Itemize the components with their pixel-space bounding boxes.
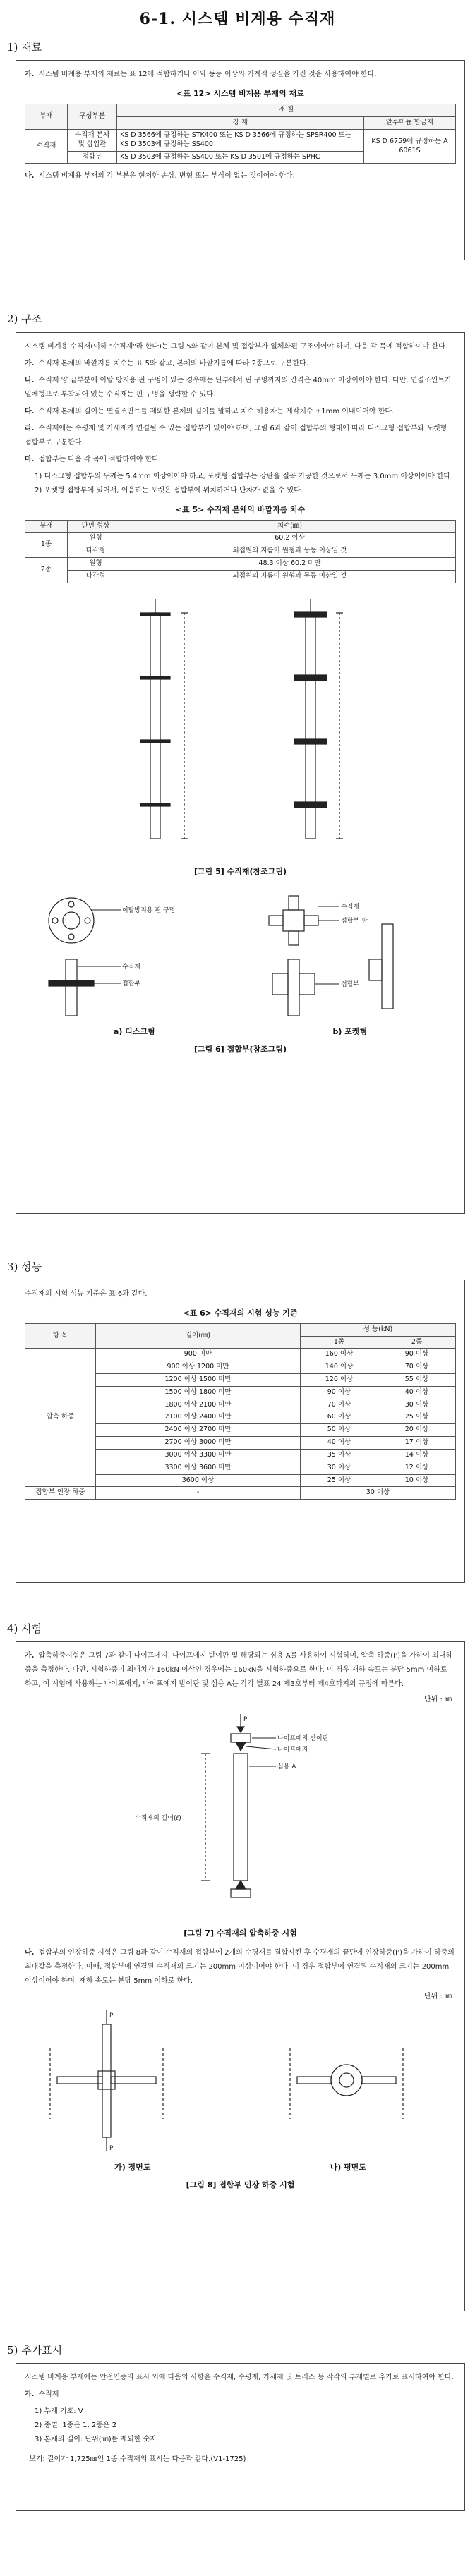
s4-paragraph-b bbox=[25, 1946, 456, 1988]
s2-mark-d: 라. bbox=[25, 424, 35, 432]
s2-subtext-1: 디스크형 접합부의 두께는 5.4mm 이상이어야 하고, 포켓형 접합부는 강판을 절곡 가공한 것으로서 두께는 3.0mm 이상이어야 한다. bbox=[44, 472, 453, 480]
figure-6-drawing bbox=[29, 882, 452, 1023]
fig7-label-p: P bbox=[243, 1715, 247, 1723]
t6-last-val: 30 이상 bbox=[301, 1487, 456, 1500]
s5-mark-1: 1) bbox=[35, 2407, 42, 2416]
t5-h-shape: 단면 형상 bbox=[68, 520, 124, 533]
fig6-label-joint-1: 접합부 bbox=[121, 980, 140, 988]
t6-cell-c1: 70 이상 bbox=[301, 1399, 378, 1411]
table-6-caption: <표 6> 수직재의 시험 성능 기준 bbox=[183, 1308, 298, 1318]
figure-5-drawing bbox=[85, 592, 396, 860]
t6-cell-c2: 40 이상 bbox=[378, 1386, 456, 1399]
table-row bbox=[25, 1349, 456, 1361]
table-5 bbox=[25, 520, 456, 583]
s2-text-d: 수직재에는 수평재 및 가새재가 연결될 수 있는 접합부가 있어야 하며, 그림 6과 같이 접합부의 형태에 따라 디스크형 접합부와 포켓형 접합부로 구분한다. bbox=[25, 424, 447, 446]
s5-sub bbox=[25, 2388, 456, 2402]
s5-intro: 시스템 비계용 부재에는 안전인증의 표시 외에 다음의 사항을 수직재, 수평재, 가새재 및 트러스 등 각각의 부재별로 추가로 표시하여야 한다. bbox=[25, 2374, 454, 2382]
table-12-caption: <표 12> 시스템 비계용 부재의 재료 bbox=[176, 89, 304, 99]
s1-paragraph-b bbox=[25, 169, 456, 183]
s2-subitem-2 bbox=[35, 484, 456, 498]
figure-6-sublabels bbox=[25, 1026, 456, 1038]
t6-cell-c2: 14 이상 bbox=[378, 1449, 456, 1462]
section-2-box bbox=[16, 332, 465, 1214]
fig7-label-knife: 나이프에지 bbox=[277, 1746, 308, 1754]
s2-submark-2: 2) bbox=[35, 486, 42, 494]
fig6-label-joint-plate: 접합부 판 bbox=[340, 917, 368, 925]
s2-item-a bbox=[25, 357, 456, 371]
section-5-heading: 5) 추가표시 bbox=[7, 2344, 63, 2357]
s1-paragraph-a bbox=[25, 68, 456, 82]
table-5-caption: <표 5> 수직재 본체의 바깥지름 치수 bbox=[175, 504, 306, 514]
fig6-sublabel-pocket: b) 포켓형 bbox=[332, 1026, 368, 1036]
t6-cell-len: 2700 이상 3000 미만 bbox=[96, 1437, 301, 1450]
t6-cell-len: 1800 이상 2100 미만 bbox=[96, 1399, 301, 1411]
t6-cell-len: 2400 이상 2700 미만 bbox=[96, 1424, 301, 1437]
s2-item-c bbox=[25, 405, 456, 419]
s2-submark-1: 1) bbox=[35, 472, 42, 480]
section-5-box bbox=[16, 2363, 465, 2511]
t6-cell-c2: 70 이상 bbox=[378, 1361, 456, 1374]
s2-subtext-2: 포켓형 접합부에 있어서, 이음하는 포켓은 접합부에 위치하거나 단차가 없을 수 있다. bbox=[44, 486, 303, 494]
s4-mark-a: 가. bbox=[25, 1652, 35, 1660]
s5-text-1: 부재 기호: V bbox=[44, 2407, 83, 2416]
s5-example: 보기: 길이가 1,725㎜인 1종 수직재의 표시는 다음과 같다.(V1-1725) bbox=[29, 2455, 246, 2464]
fig6-label-joint-2: 접합부 bbox=[340, 980, 359, 988]
t6-cell-len: 3000 이상 3300 미만 bbox=[96, 1449, 301, 1462]
s5-item-2 bbox=[35, 2419, 456, 2433]
fig8-sublabel-plan: 나) 평면도 bbox=[330, 2163, 366, 2173]
t6-h-1: 1종 bbox=[301, 1336, 378, 1349]
t6-cell-c2: 25 이상 bbox=[378, 1411, 456, 1424]
t12-row1-comp: 수직재 본체 및 삽입관 bbox=[68, 129, 117, 151]
page-title: 6-1. 시스템 비계용 수직재 bbox=[139, 10, 336, 28]
s2-item-e bbox=[25, 453, 456, 467]
t6-cell-len: 3600 이상 bbox=[96, 1474, 301, 1487]
figure-8-sublabels bbox=[25, 2161, 456, 2173]
t6-cell-c1: 35 이상 bbox=[301, 1449, 378, 1462]
t6-h-item: 항 목 bbox=[25, 1323, 96, 1349]
section-2-heading: 2) 구조 bbox=[7, 312, 42, 326]
fig7-label-shim: 심용 A bbox=[277, 1763, 296, 1770]
figure-6-caption: [그림 6] 접합부(참조그림) bbox=[193, 1044, 287, 1054]
t6-cell-c2: 90 이상 bbox=[378, 1349, 456, 1361]
s2-text-c: 수직재 본체의 길이는 연결조인트를 제외한 본체의 길이를 말하고 치수 허용차는 제작치수 ±1mm 이내이어야 한다. bbox=[38, 407, 395, 415]
s3-intro: 수직재의 시험 성능 기준은 표 6과 같다. bbox=[25, 1289, 148, 1298]
t6-cell-len: 1500 이상 1800 미만 bbox=[96, 1386, 301, 1399]
t6-cell-c2: 12 이상 bbox=[378, 1462, 456, 1474]
t6-h-len: 길이(㎜) bbox=[96, 1323, 301, 1349]
s4-unit-2: 단위 : ㎜ bbox=[423, 1992, 452, 2000]
s5-item-3 bbox=[35, 2433, 456, 2447]
s4-unit-1: 단위 : ㎜ bbox=[423, 1696, 452, 1703]
s5-item-1 bbox=[35, 2405, 456, 2419]
s2-intro: 시스템 비계용 수직재(이하 "수직재"라 한다)는 그림 5와 같이 본체 및 접합부가 일체화된 구조이어야 하며, 다음 각 목에 적합하여야 한다. bbox=[25, 342, 447, 351]
s5-sub-mark: 가. bbox=[25, 2390, 35, 2399]
t6-h-perf: 성 능(kN) bbox=[301, 1323, 456, 1336]
s5-text-2: 종별: 1종은 1, 2종은 2 bbox=[44, 2422, 117, 2430]
t6-cell-len: 900 미만 bbox=[96, 1349, 301, 1361]
t6-cell-c1: 120 이상 bbox=[301, 1374, 378, 1387]
s2-item-d bbox=[25, 422, 456, 450]
t6-cell-len: 2100 이상 2400 미만 bbox=[96, 1411, 301, 1424]
t12-h-comp: 구성부분 bbox=[68, 104, 117, 130]
s4-text-b: 접합부의 인장하중 시험은 그림 8과 같이 수직재의 접합부에 2개의 수평재를 결합시킨 후 수평재의 끝단에 인장하중(P)을 가하여 하중의 최대값을 측정한다. 이때, 접합부에 연결된 수직재의 크기는 200mm 이상이어야 한다. 이 경우 접합부에 연결된 수직재의 크기는 200mm 이상이어야 하며, 재하 속도는 분당 5mm 이하로 한다. bbox=[25, 1948, 455, 1985]
figure-8-caption: [그림 8] 접합부 인장 하중 시험 bbox=[186, 2180, 295, 2190]
figure-5-caption: [그림 5] 수직재(참조그림) bbox=[193, 866, 287, 876]
s4-text-a: 압축하중시험은 그림 7과 같이 나이프에지, 나이프에지 받이판 및 해당되는 심용 A를 사용하여 시험하며, 압축 하중(P)을 가하여 최대하중을 측정한다. 다만, 시험하중이 최대치가 160kN 이상인 경우에는 160kN을 시험하중으로 한다. 이 경우 재하 속도는 분당 5mm 이하로 하고, 이 시험에 사용하는 나이프에지, 나이프에지 받이판 및 심용 A는 각각 별표 24 제3호부터 제4호까지의 규정에 따른다. bbox=[25, 1652, 453, 1688]
s1-text-b: 시스템 비계용 부재의 각 부분은 현저한 손상, 변형 또는 부식이 없는 것이어야 한다. bbox=[38, 172, 295, 181]
fig6-label-vertical-2: 수직재 bbox=[340, 903, 359, 911]
fig6-label-vertical-1: 수직재 bbox=[121, 963, 140, 971]
s1-mark-b: 나. bbox=[25, 172, 35, 181]
s5-sub-text: 수직재 bbox=[38, 2390, 59, 2399]
t5-dim-3: 48.3 이상 60.2 미만 bbox=[124, 557, 456, 570]
t5-shape-1: 원형 bbox=[68, 533, 124, 545]
table-6 bbox=[25, 1323, 456, 1500]
t6-cell-c1: 160 이상 bbox=[301, 1349, 378, 1361]
t12-row2-comp: 접합부 bbox=[68, 151, 117, 164]
t6-cell-c2: 20 이상 bbox=[378, 1424, 456, 1437]
s2-text-e: 접합부는 다음 각 목에 적합하여야 한다. bbox=[38, 455, 162, 463]
t6-cell-len: 1200 이상 1500 미만 bbox=[96, 1374, 301, 1387]
s5-mark-2: 2) bbox=[35, 2422, 42, 2430]
t12-h-mat: 재 질 bbox=[117, 104, 456, 117]
t5-h-dim: 치수(㎜) bbox=[124, 520, 456, 533]
s1-text-a: 시스템 비계용 부재의 재료는 표 12에 적합하거나 이와 동등 이상의 기계적 성질을 가진 것을 사용하여야 한다. bbox=[38, 71, 377, 79]
t12-alu: KS D 6759에 규정하는 A 6061S bbox=[364, 129, 456, 163]
t6-cell-c1: 50 이상 bbox=[301, 1424, 378, 1437]
t6-cell-c1: 25 이상 bbox=[301, 1474, 378, 1487]
t12-row2-steel: KS D 3503에 규정하는 SS400 또는 KS D 3501에 규정하는 SPHC bbox=[117, 151, 364, 164]
t6-cell-len: 900 이상 1200 미만 bbox=[96, 1361, 301, 1374]
table-6-body bbox=[25, 1349, 456, 1487]
t6-last-len: - bbox=[96, 1487, 301, 1500]
t6-h-2: 2종 bbox=[378, 1336, 456, 1349]
t6-cell-c2: 10 이상 bbox=[378, 1474, 456, 1487]
t5-shape-3: 원형 bbox=[68, 557, 124, 570]
fig8-sublabel-front: 가) 정면도 bbox=[114, 2163, 151, 2173]
section-3-box bbox=[16, 1280, 465, 1583]
table-12 bbox=[25, 104, 456, 164]
fig6-sublabel-disc: a) 디스크형 bbox=[113, 1026, 155, 1036]
s2-text-a: 수직재 본체의 바깥지름 치수는 표 5와 같고, 본체의 바깥지름에 따라 2종으로 구분한다. bbox=[38, 359, 308, 367]
t6-cell-c1: 30 이상 bbox=[301, 1462, 378, 1474]
t6-cell-c1: 140 이상 bbox=[301, 1361, 378, 1374]
fig7-label-length: 수직재의 길이(ℓ) bbox=[134, 1814, 181, 1822]
t6-cell-c2: 17 이상 bbox=[378, 1437, 456, 1450]
section-1-box bbox=[16, 60, 465, 260]
t5-shape-4: 다각형 bbox=[68, 570, 124, 583]
s2-mark-c: 다. bbox=[25, 407, 35, 415]
s4-paragraph-a bbox=[25, 1649, 456, 1691]
fig8-label-p-bottom: P bbox=[109, 2145, 113, 2153]
t12-h-steel: 강 재 bbox=[117, 117, 364, 130]
t5-kind-1: 1종 bbox=[25, 533, 68, 558]
section-1-heading: 1) 재료 bbox=[7, 41, 42, 54]
fig8-label-p-top: P bbox=[109, 2012, 113, 2020]
t5-h-kind: 부재 bbox=[25, 520, 68, 533]
t6-cell-c1: 90 이상 bbox=[301, 1386, 378, 1399]
s2-mark-b: 나. bbox=[25, 376, 35, 384]
figure-7-drawing bbox=[92, 1710, 389, 1921]
fig6-label-pin: 이탈방지용 핀 구멍 bbox=[121, 906, 175, 914]
t6-cell-c2: 55 이상 bbox=[378, 1374, 456, 1387]
s5-mark-3: 3) bbox=[35, 2436, 42, 2444]
t6-cell-c1: 60 이상 bbox=[301, 1411, 378, 1424]
t12-row1-steel: KS D 3566에 규정하는 STK400 또는 KS D 3566에 규정하는 SPSR400 또는 KS D 3503에 규정하는 SS400 bbox=[117, 129, 364, 151]
section-4-heading: 4) 시험 bbox=[7, 1622, 42, 1635]
t5-shape-2: 다각형 bbox=[68, 545, 124, 558]
s4-mark-b: 나. bbox=[25, 1948, 35, 1957]
t12-h-alu: 알루미늄 합금재 bbox=[364, 117, 456, 130]
s2-subitem-1 bbox=[35, 470, 456, 484]
t12-h-part: 부재 bbox=[25, 104, 68, 130]
s2-mark-e: 마. bbox=[25, 455, 35, 463]
t5-dim-4: 외접원의 지름이 원형과 동등 이상일 것 bbox=[124, 570, 456, 583]
s2-mark-a: 가. bbox=[25, 359, 35, 367]
t6-cell-len: 3300 이상 3600 미만 bbox=[96, 1462, 301, 1474]
figure-8-drawing bbox=[29, 2006, 452, 2161]
section-4-box bbox=[16, 1641, 465, 2311]
t6-group: 압축 하중 bbox=[25, 1349, 96, 1487]
s2-item-b bbox=[25, 374, 456, 402]
t6-last-item: 접합부 인장 하중 bbox=[25, 1487, 96, 1500]
t6-cell-c2: 30 이상 bbox=[378, 1399, 456, 1411]
t5-dim-1: 60.2 이상 bbox=[124, 533, 456, 545]
t6-cell-c1: 40 이상 bbox=[301, 1437, 378, 1450]
section-3-heading: 3) 성능 bbox=[7, 1260, 42, 1273]
t12-group: 수직재 bbox=[25, 129, 68, 163]
fig7-label-knife-plate: 나이프에지 받이판 bbox=[277, 1734, 328, 1742]
t5-dim-2: 외접원의 지름이 원형과 동등 이상일 것 bbox=[124, 545, 456, 558]
t5-kind-2: 2종 bbox=[25, 557, 68, 583]
s5-text-3: 본체의 길이: 단위(㎜)를 제외한 숫자 bbox=[44, 2436, 157, 2444]
s2-text-b: 수직재 양 끝부분에 이탈 방지용 핀 구멍이 있는 경우에는 단부에서 핀 구멍까지의 간격은 40mm 이상이어야 한다. 다만, 연결조인트가 일체형으로 부착되어 있는 수직재는 핀 구멍을 생략할 수 있다. bbox=[25, 376, 452, 399]
figure-7-caption: [그림 7] 수직재의 압축하중 시험 bbox=[184, 1928, 297, 1938]
s1-mark-a: 가. bbox=[25, 71, 35, 79]
